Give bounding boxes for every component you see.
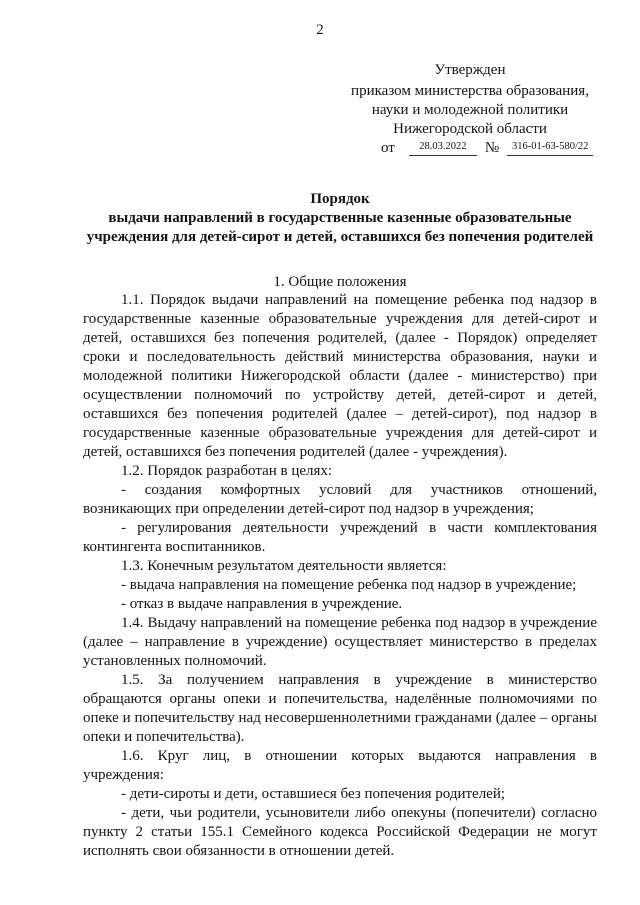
approval-line-approved: Утвержден [434, 62, 506, 78]
section-heading: 1. Общие положения [273, 274, 407, 290]
approval-line-order: приказом министерства образования, [351, 83, 589, 99]
approval-number: 316-01-63-580/22 [507, 141, 593, 156]
approval-date-row [345, 139, 595, 159]
number-sign: № [484, 140, 500, 156]
paragraph-1-2: 1.2. Порядок разработан в целях: [121, 463, 333, 479]
date-prefix: от [381, 140, 395, 156]
paragraph-1-3: 1.3. Конечным результатом деятельности является: [121, 558, 447, 574]
paragraph-1-4: 1.4. Выдачу направлений на помещение ребенка под надзор в учреждение (далее – направление в учреждение) осуществляет министерство в пределах установленных полномочий. [83, 615, 597, 669]
approval-line-ministry: науки и молодежной политики [371, 102, 569, 118]
approval-line-region: Нижегородской области [393, 121, 547, 137]
paragraph-1-1: 1.1. Порядок выдачи направлений на помещение ребенка под надзор в государственные казенные образовательные учреждения для детей-сирот и детей, оставшихся без попечения родителей, (далее - Порядок) определяет сроки и последовательность действий министерства образования, науки и молодежной политики Нижегородской области (далее - министерство) при осуществлении полномочий по устройству детей, детей-сирот и детей, оставшихся без попечения родителей (далее – детей-сирот), под надзор в государственные казенные образовательные учреждения для детей-сирот и детей, оставшихся без попечения родителей (далее - учреждения). [83, 292, 597, 460]
approval-block [345, 61, 595, 159]
title-subtitle-line-1: выдачи направлений в государственные казенные образовательные [108, 210, 572, 226]
list-item: - регулирования деятельности учреждений в части комплектования контингента воспитанников. [83, 520, 597, 555]
title-heading: Порядок [310, 191, 370, 207]
approval-date: 28.03.2022 [409, 141, 477, 156]
paragraph-1-5: 1.5. За получением направления в учреждение в министерство обращаются органы опеки и попечительства, наделённые полномочиями по опеке и попечительству над несовершеннолетними гражданами (далее – органы опеки и попечительства). [83, 672, 597, 745]
section-body [83, 291, 597, 861]
list-item: - дети, чьи родители, усыновители либо опекуны (попечители) согласно пункту 2 статьи 155.1 Семейного кодекса Российской Федерации не могут исполнять свои обязанности в отношении детей. [83, 805, 597, 859]
page-number: 2 [316, 22, 324, 38]
list-item: - выдача направления на помещение ребенка под надзор в учреждение; [121, 577, 577, 593]
title-subtitle-line-2: учреждения для детей-сирот и детей, оставшихся без попечения родителей [86, 229, 594, 245]
paragraph-1-6: 1.6. Круг лиц, в отношении которых выдаются направления в учреждения: [83, 748, 597, 783]
list-item: - создания комфортных условий для участников отношений, возникающих при определении детей-сирот под надзор в учреждения; [83, 482, 597, 517]
document-title [83, 190, 597, 247]
list-item: - дети-сироты и дети, оставшиеся без попечения родителей; [121, 786, 506, 802]
list-item: - отказ в выдаче направления в учреждение. [121, 596, 403, 612]
